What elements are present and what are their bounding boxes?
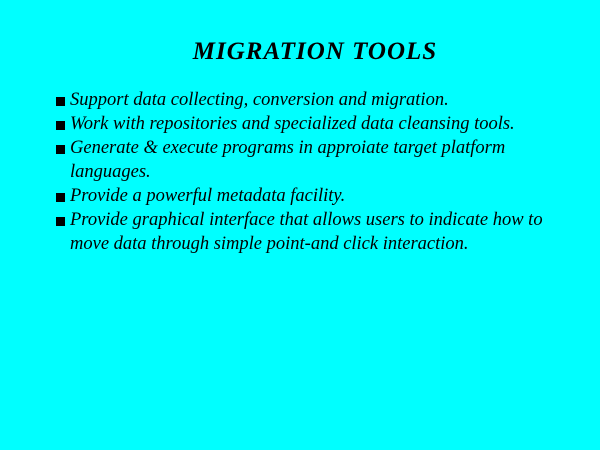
square-bullet-icon <box>56 145 65 154</box>
bullet-item <box>56 184 586 208</box>
bullet-text: Support data collecting, conversion and migration. <box>70 90 449 110</box>
bullet-item <box>56 136 586 184</box>
slide-title: MIGRATION TOOLS <box>192 38 438 65</box>
bullet-text: Provide a powerful metadata facility. <box>70 186 346 206</box>
square-bullet-icon <box>56 193 65 202</box>
square-bullet-icon <box>56 217 65 226</box>
bullet-text: Work with repositories and specialized data cleansing tools. <box>70 114 515 134</box>
square-bullet-icon <box>56 97 65 106</box>
bullet-item <box>56 112 586 136</box>
bullet-text: Generate & execute programs in approiate target platform languages. <box>70 138 506 182</box>
bullet-list <box>56 88 586 256</box>
square-bullet-icon <box>56 121 65 130</box>
bullet-item <box>56 88 586 112</box>
bullet-text: Provide graphical interface that allows users to indicate how to move data through simple point-and click interaction. <box>70 210 543 254</box>
bullet-item <box>56 208 586 256</box>
